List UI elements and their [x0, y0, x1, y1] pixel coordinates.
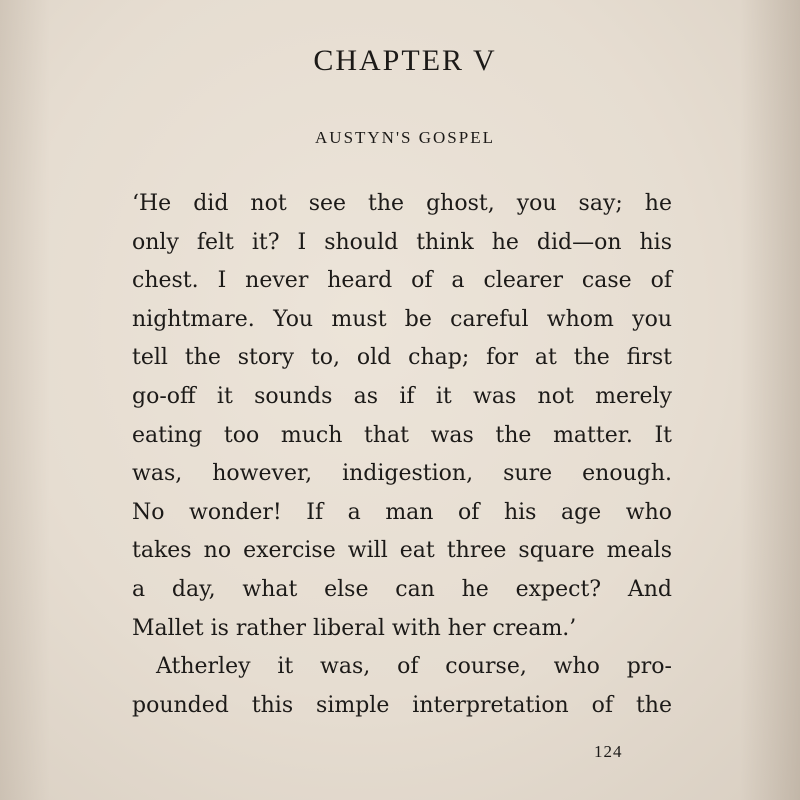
- text-line: ‘He did not see the ghost, you say; he: [132, 191, 672, 216]
- page-edge-shadow: [740, 0, 800, 800]
- text-line: was, however, indigestion, sure enough.: [132, 461, 672, 487]
- page-number: 124: [594, 742, 623, 761]
- chapter-heading: CHAPTER V: [313, 44, 497, 77]
- paragraph: [132, 185, 672, 648]
- text-line: tell the story to, old chap; for at the first: [132, 345, 672, 371]
- text-line: a day, what else can he expect? And: [132, 576, 672, 602]
- text-line: No wonder! If a man of his age who: [132, 499, 672, 525]
- paragraph: [132, 648, 672, 687]
- page-gutter-shadow: [0, 0, 50, 800]
- text-line: eating too much that was the matter. It: [132, 422, 672, 448]
- text-line: takes no exercise will eat three square meals: [132, 538, 672, 564]
- text-line: only felt it? I should think he did—on his: [132, 229, 672, 255]
- text-line: Mallet is rather liberal with her cream.’: [132, 615, 577, 641]
- paragraph-continuation: [132, 687, 672, 726]
- text-line: Atherley it was, of course, who pro-: [156, 654, 672, 680]
- text-line: pounded this simple interpretation of the: [132, 692, 672, 718]
- text-line: chest. I never heard of a clearer case of: [132, 268, 672, 294]
- text-line: go-off it sounds as if it was not merely: [132, 383, 672, 409]
- text-line: nightmare. You must be careful whom you: [132, 306, 672, 332]
- body-text: [132, 185, 672, 725]
- chapter-subtitle: AUSTYN'S GOSPEL: [315, 128, 495, 147]
